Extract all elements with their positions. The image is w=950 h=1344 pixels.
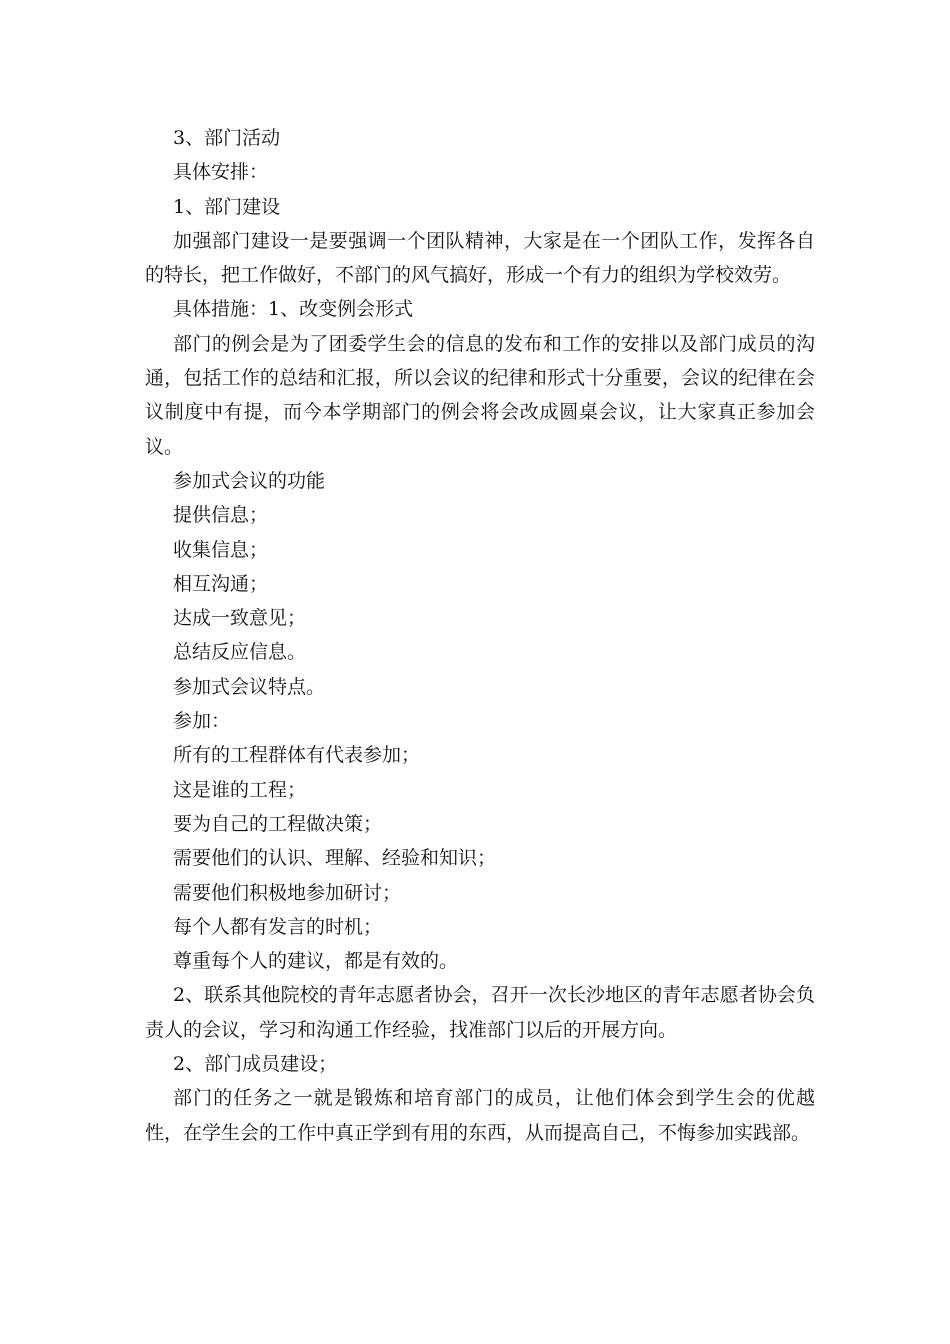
paragraph: 具体措施：1、改变例会形式 [173,298,414,321]
document-body [145,121,815,1150]
paragraph: 加强部门建设一是要强调一个团队精神，大家是在一个团队工作，发挥各自的特长，把工作做好，不部门的风气搞好，形成一个有力的组织为学校效劳。 [145,229,815,287]
paragraph: 部门的例会是为了团委学生会的信息的发布和工作的安排以及部门成员的沟通，包括工作的总结和汇报，所以会议的纪律和形式十分重要，会议的纪律在会议制度中有提，而今本学期部门的例会将会改成圆桌会议，让大家真正参加会议。 [145,332,815,458]
paragraph: 部门的任务之一就是锻炼和培育部门的成员，让他们体会到学生会的优越性，在学生会的工作中真正学到有用的东西，从而提高自己，不悔参加实践部。 [145,1087,815,1144]
list-item: 需要他们的认识、理解、经验和知识； [173,847,497,870]
section-heading: 2、部门成员建设； [173,1053,338,1076]
list-item: 尊重每个人的建议，都是有效的。 [173,950,459,973]
list-item: 达成一致意见； [173,607,307,630]
list-item: 这是谁的工程； [173,778,307,801]
section-heading: 3、部门活动 [173,127,281,149]
paragraph: 参加式会议特点。 [173,675,326,698]
list-item: 相互沟通； [173,572,269,595]
list-item: 收集信息； [173,538,269,561]
paragraph: 参加： [173,710,231,733]
section-heading: 1、部门建设 [173,195,281,218]
list-item: 所有的工程群体有代表参加； [173,744,421,767]
list-item: 每个人都有发言的时机； [173,915,383,938]
list-item: 要为自己的工程做决策； [173,812,383,835]
list-item: 需要他们积极地参加研讨； [173,881,402,904]
paragraph: 2、联系其他院校的青年志愿者协会，召开一次长沙地区的青年志愿者协会负责人的会议，学习和沟通工作经验，找准部门以后的开展方向。 [145,984,815,1041]
paragraph: 具体安排： [173,161,269,184]
list-item: 总结反应信息。 [173,641,307,664]
list-item: 提供信息； [173,504,269,527]
paragraph: 参加式会议的功能 [173,469,326,492]
